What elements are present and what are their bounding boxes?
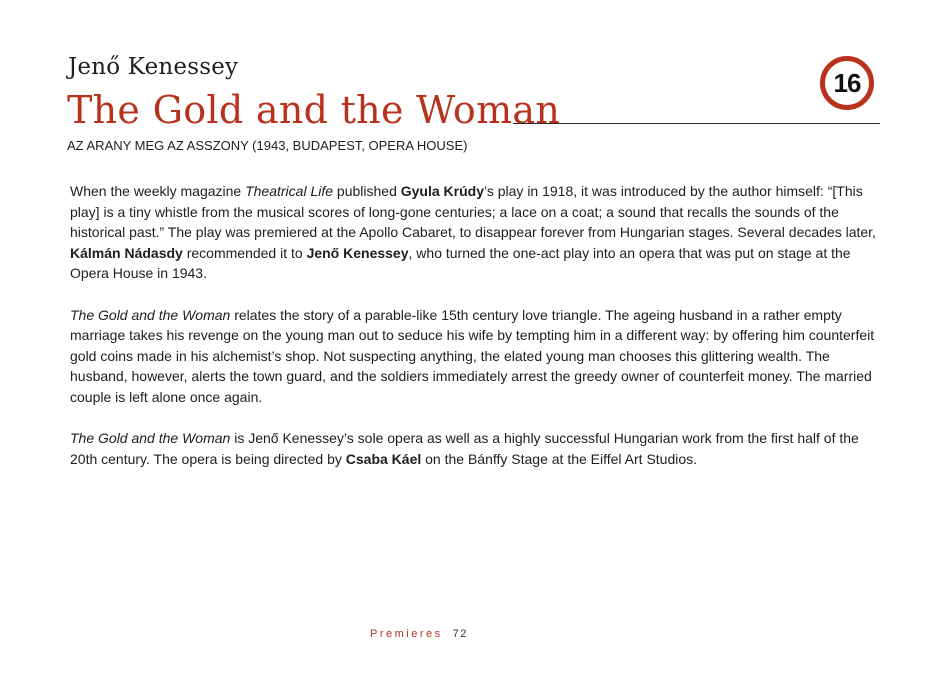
text-run: recommended it to (182, 244, 307, 261)
text-run: is Jenő Kenessey’s sole opera as well as a highly successful Hungarian work from the first half of the 20th century. The opera is being directed by (70, 430, 859, 467)
text-run: relates the story of a parable-like 15th century love triangle. The ageing husband in a rather empty marriage takes his revenge on the young man out to seduce his wife by tempting him in a different way: by offering him counterfeit gold coins made in his alchemist’s shop. Not suspecting anything, the elated young man chooses this glittering wealth. The husband, however, alerts the town guard, and the soldiers immediately arrest the greedy owner of counterfeit money. The married couple is left alone once again. (70, 306, 875, 405)
text-run: on the Bánffy Stage at the Eiffel Art Studios. (421, 450, 698, 467)
body-paragraph (70, 305, 880, 408)
article-body (70, 181, 880, 490)
footer-page-number: 72 (452, 628, 468, 640)
page-title: The Gold and the Woman (67, 88, 561, 132)
body-paragraph (70, 428, 880, 469)
text-run: , who turned the one-act play into an opera that was put on stage at the Opera House in 1943. (70, 244, 851, 281)
bold-name: Kálmán Nádasdy (70, 244, 183, 261)
subtitle: AZ ARANY MEG AZ ASSZONY (1943, BUDAPEST, OPERA HOUSE) (67, 138, 468, 153)
footer-section: Premieres (370, 628, 443, 640)
number-badge (820, 56, 874, 110)
composer-name: Jenő Kenessey (68, 54, 239, 80)
badge-number: 16 (833, 67, 861, 98)
italic-title: The Gold and the Woman (70, 430, 231, 446)
page-footer (370, 628, 468, 640)
text-run: When the weekly magazine (70, 183, 246, 199)
italic-title: The Gold and the Woman (70, 306, 231, 323)
bold-name: Gyula Krúdy (400, 183, 484, 199)
body-paragraph (70, 181, 880, 284)
text-run: published (333, 183, 401, 199)
text-run: ’s play in 1918, it was introduced by the author himself: “[This play] is a tiny whistle from the musical scores of long-gone centuries; a lace on a coat; a sound that recalls the sounds of the historical past.” The play was premiered at the Apollo Cabaret, to disappear forever from Hungarian stages. Several decades later, (70, 183, 876, 240)
bold-name: Jenő Kenessey (306, 244, 409, 261)
italic-title: Theatrical Life (245, 183, 334, 199)
bold-name: Csaba Káel (345, 450, 422, 467)
title-rule (513, 123, 880, 124)
